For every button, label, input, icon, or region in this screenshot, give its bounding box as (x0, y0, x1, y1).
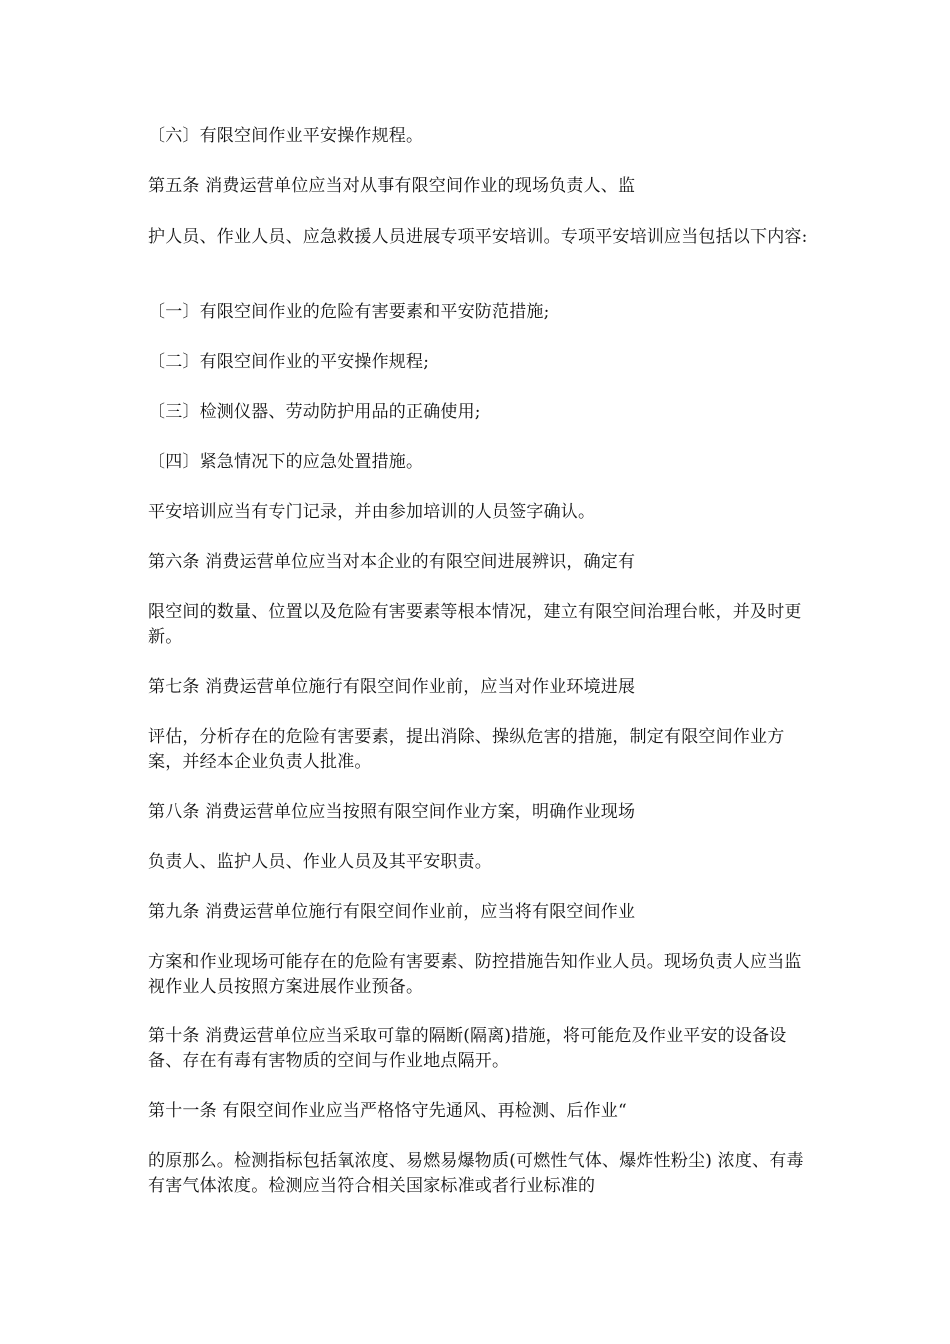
paragraph-training-item-3: 〔三〕检测仪器、劳动防护用品的正确使用; (148, 402, 481, 422)
paragraph-article-9-start: 第九条 消费运营单位施行有限空间作业前，应当将有限空间作业 (148, 902, 636, 922)
paragraph-article-7-start: 第七条 消费运营单位施行有限空间作业前，应当对作业环境进展 (148, 677, 636, 697)
paragraph-training-item-1: 〔一〕有限空间作业的危险有害要素和平安防范措施; (148, 302, 550, 322)
paragraph-article-5-body: 护人员、作业人员、应急救援人员进展专项平安培训。专项平安培训应当包括以下内容: (148, 227, 808, 247)
paragraph-article-11-start: 第十一条 有限空间作业应当严格恪守先通风、再检测、后作业“ (148, 1101, 627, 1121)
paragraph-article-6-body: 限空间的数量、位置以及危险有害要素等根本情况，建立有限空间治理台帐，并及时更新。 (148, 602, 802, 647)
paragraph-training-item-4: 〔四〕紧急情况下的应急处置措施。 (148, 452, 424, 472)
paragraph-article-11-body: 的原那么。检测指标包括氧浓度、易燃易爆物质(可燃性气体、爆炸性粉尘) 浓度、有毒有害气体浓度。检测应当符合相关国家标准或者行业标准的 (148, 1151, 804, 1196)
paragraph-training-item-2: 〔二〕有限空间作业的平安操作规程; (148, 352, 430, 372)
paragraph-article-6-start: 第六条 消费运营单位应当对本企业的有限空间进展辨识，确定有 (148, 552, 636, 572)
paragraph-article-8-body: 负责人、监护人员、作业人员及其平安职责。 (148, 852, 492, 872)
paragraph-article-8-start: 第八条 消费运营单位应当按照有限空间作业方案，明确作业现场 (148, 802, 636, 822)
paragraph-clause-6-item: 〔六〕有限空间作业平安操作规程。 (148, 126, 424, 146)
paragraph-article-7-body: 评估，分析存在的危险有害要素，提出消除、操纵危害的措施，制定有限空间作业方案，并经本企业负责人批准。 (148, 727, 785, 772)
paragraph-article-10: 第十条 消费运营单位应当采取可靠的隔断(隔离)措施，将可能危及作业平安的设备设备、存在有毒有害物质的空间与作业地点隔开。 (148, 1026, 787, 1071)
paragraph-article-5-start: 第五条 消费运营单位应当对从事有限空间作业的现场负责人、监 (148, 176, 636, 196)
paragraph-article-9-body: 方案和作业现场可能存在的危险有害要素、防控措施告知作业人员。现场负责人应当监视作业人员按照方案进展作业预备。 (148, 952, 802, 997)
paragraph-training-record: 平安培训应当有专门记录，并由参加培训的人员签字确认。 (148, 502, 596, 522)
